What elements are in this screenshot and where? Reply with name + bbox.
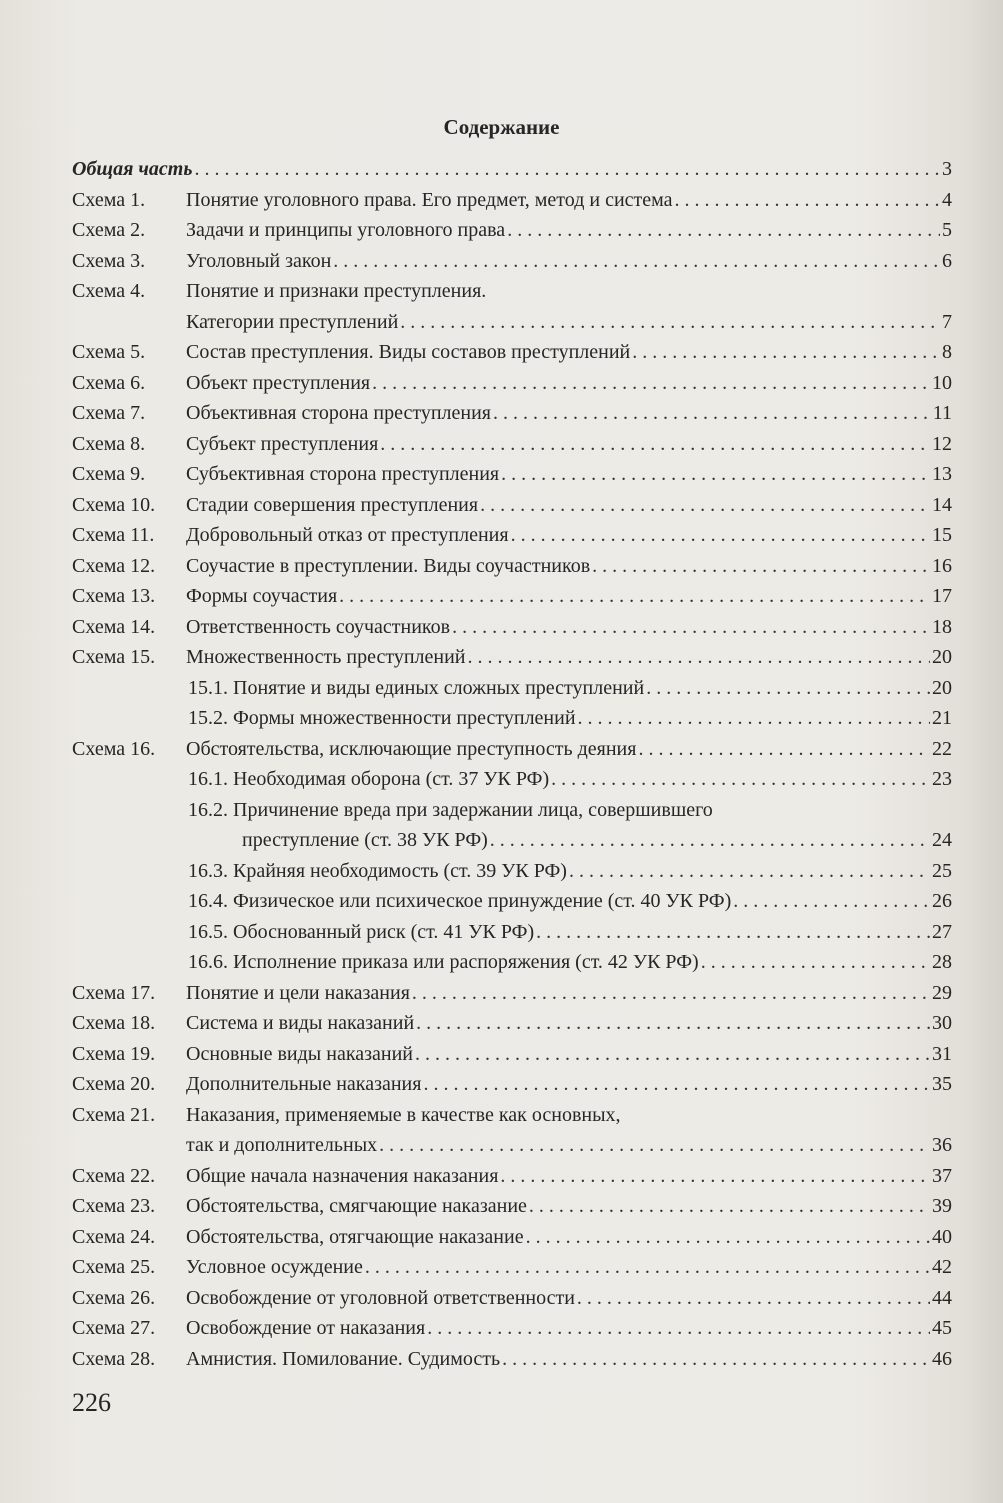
toc-scheme-label: Схема 10. [72,493,156,516]
toc-leader-dots [551,764,930,795]
toc-leader-dots [415,1039,930,1070]
toc-row [72,459,952,490]
toc-page-number: 3 [942,158,952,180]
toc-entry-title: Условное осуждение [186,1256,363,1278]
toc-row [72,1191,952,1222]
toc-leader-dots [194,154,940,185]
toc-leader-dots [578,703,930,734]
toc-scheme-label: Схема 26. [72,1286,156,1309]
toc-entry-title: Категории преступлений [186,310,399,333]
toc-page-number: 17 [932,585,952,607]
toc-page-number: 20 [932,676,952,699]
toc-scheme-label: Схема 27. [72,1317,156,1339]
toc-entry-title: 16.5. Обоснованный риск (ст. 41 УК РФ) [188,920,535,943]
toc-leader-dots [701,947,930,978]
toc-scheme-label: Схема 19. [72,1042,156,1065]
toc-row [72,1069,952,1100]
toc-page-number: 37 [932,1164,952,1187]
toc-entry-title: Добровольный отказ от преступления [186,524,509,546]
toc-page-number: 39 [932,1195,952,1217]
toc-page-number: 44 [932,1286,952,1309]
toc-scheme-label: Схема 17. [72,981,156,1004]
toc-entry-title: Обстоятельства, исключающие преступность деяния [186,737,637,760]
toc-entry-title: Понятие и цели наказания [186,981,410,1004]
toc-entry-title: Обстоятельства, смягчающие наказание [186,1195,527,1217]
toc-row [72,215,952,246]
toc-entry-title: 16.3. Крайняя необходимость (ст. 39 УК РФ) [188,859,567,882]
toc-scheme-label: Схема 1. [72,188,146,211]
toc-page-number: 27 [932,920,952,943]
toc-row [72,917,952,948]
toc-entry-title: Уголовный закон [186,249,332,272]
toc-page-number: 7 [942,310,952,333]
toc-entry-title: Дополнительные наказания [186,1073,422,1095]
toc-entry-title: Объективная сторона преступления [186,402,491,424]
toc-row [72,276,952,307]
toc-row [72,520,952,551]
toc-leader-dots [379,1130,930,1161]
toc-leader-dots [507,215,940,246]
toc-scheme-label: Схема 4. [72,280,146,302]
toc-row [72,673,952,704]
toc-page-number: 12 [932,432,952,455]
toc-row [72,429,952,460]
toc-row [72,337,952,368]
toc-entry-title: Множественность преступлений [186,646,466,668]
toc-scheme-label: Схема 6. [72,371,146,394]
toc-leader-dots [632,337,940,368]
toc-page-number: 42 [932,1256,952,1278]
toc-entry-title: Освобождение от уголовной ответственности [186,1286,575,1309]
toc-leader-dots [592,551,930,582]
toc-leader-dots [511,520,930,551]
toc-page-number: 22 [932,737,952,760]
toc-leader-dots [372,368,930,399]
toc-entry-title: так и дополнительных [186,1134,378,1156]
toc-scheme-label: Схема 5. [72,341,146,363]
toc-page-number: 45 [932,1317,952,1339]
toc-leader-dots [501,459,930,490]
toc-row [72,551,952,582]
toc-row [72,368,952,399]
toc-entry-title: Стадии совершения преступления [186,493,479,516]
toc-scheme-label: Схема 15. [72,646,156,668]
toc-entry-title: Субъект преступления [186,432,379,455]
toc-row [72,154,952,185]
toc-row [72,1039,952,1070]
toc-leader-dots [529,1191,930,1222]
toc-scheme-label: Схема 23. [72,1195,156,1217]
toc-row [72,947,952,978]
toc-scheme-label: Схема 8. [72,432,146,455]
toc-row [72,1100,952,1131]
toc-entry-title: Формы соучастия [186,585,338,607]
toc-entry-title: Понятие уголовного права. Его предмет, метод и система [186,188,673,211]
toc-entry-title: 16.6. Исполнение приказа или распоряжения (ст. 42 УК РФ) [188,951,699,973]
toc-leader-dots [536,917,930,948]
toc-scheme-label: Схема 12. [72,554,156,577]
toc-page-number: 11 [932,402,952,424]
toc-leader-dots [452,612,930,643]
toc-page-number: 5 [942,219,952,241]
toc-leader-dots [500,1161,930,1192]
toc-entry-title: Ответственность соучастников [186,615,451,638]
toc-page-number: 46 [932,1347,952,1370]
toc-page-number: 30 [932,1012,952,1034]
toc-entry-title: 15.1. Понятие и виды единых сложных преступлений [188,676,645,699]
toc-page-number: 24 [932,829,952,851]
toc-entry-title: Объект преступления [186,371,371,394]
toc-leader-dots [380,429,930,460]
toc-row [72,1008,952,1039]
toc-row [72,1222,952,1253]
toc-row [72,642,952,673]
toc-leader-dots [400,307,940,338]
toc-scheme-label: Схема 16. [72,737,156,760]
toc-entry-title: 15.2. Формы множественности преступлений [188,707,576,729]
toc-page-number: 18 [932,615,952,638]
toc-entry-title: 16.2. Причинение вреда при задержании лица, совершившего [188,798,713,821]
page-title: Содержание [443,115,560,139]
toc-page-number: 35 [932,1073,952,1095]
toc-leader-dots [333,246,940,277]
toc-row [72,703,952,734]
toc-leader-dots [339,581,930,612]
toc-page-number: 6 [942,249,952,272]
toc-leader-dots [502,1344,930,1375]
toc-entry-title: Понятие и признаки преступления. [186,280,487,302]
toc-leader-dots [577,1283,930,1314]
toc-entry-title: Амнистия. Помилование. Судимость [186,1347,501,1370]
toc-page-number: 14 [932,493,952,516]
toc-leader-dots [638,734,930,765]
toc-row [72,1313,952,1344]
toc-leader-dots [646,673,930,704]
toc-page-number: 8 [942,341,952,363]
toc-row [72,886,952,917]
toc-scheme-label: Схема 2. [72,219,146,241]
toc-row [72,1344,952,1375]
toc-scheme-label: Схема 3. [72,249,146,272]
toc-scheme-label: Схема 7. [72,402,146,424]
toc-scheme-label: Схема 11. [72,524,155,546]
toc-entry-title: Соучастие в преступлении. Виды соучастников [186,554,591,577]
toc-row [72,1161,952,1192]
toc-scheme-label: Схема 24. [72,1225,156,1248]
toc-page-number: 29 [932,981,952,1004]
toc-scheme-label: Схема 14. [72,615,156,638]
toc-page-number: 20 [932,646,952,668]
toc-leader-dots [365,1252,930,1283]
toc-scheme-label: Схема 25. [72,1256,156,1278]
toc-leader-dots [490,825,930,856]
table-of-contents [72,154,952,1374]
toc-row [72,185,952,216]
toc-page-number: 10 [932,371,952,394]
toc-leader-dots [412,978,930,1009]
toc-row [72,581,952,612]
toc-row [72,795,952,826]
toc-leader-dots [427,1313,930,1344]
toc-entry-title: Обстоятельства, отягчающие наказание [186,1225,524,1248]
toc-entry-title: 16.1. Необходимая оборона (ст. 37 УК РФ) [188,768,550,790]
toc-entry-title: Наказания, применяемые в качестве как основных, [186,1103,621,1126]
toc-scheme-label: Схема 21. [72,1103,156,1126]
toc-page-number: 28 [932,951,952,973]
toc-row [72,825,952,856]
toc-row [72,246,952,277]
toc-leader-dots [675,185,940,216]
toc-scheme-label: Схема 20. [72,1073,156,1095]
toc-row [72,1252,952,1283]
toc-scheme-label: Схема 18. [72,1012,156,1034]
toc-row [72,1130,952,1161]
toc-row [72,307,952,338]
toc-entry-title: преступление (ст. 38 УК РФ) [242,829,488,851]
toc-leader-dots [733,886,930,917]
toc-entry-title: Общие начала назначения наказания [186,1164,499,1187]
toc-leader-dots [480,490,930,521]
toc-scheme-label: Схема 22. [72,1164,156,1187]
toc-leader-dots [467,642,930,673]
toc-page-number: 4 [942,188,952,211]
toc-row [72,764,952,795]
toc-leader-dots [423,1069,930,1100]
page-number: 226 [72,1388,111,1417]
toc-entry-title: 16.4. Физическое или психическое принуждение (ст. 40 УК РФ) [188,890,732,912]
toc-row [72,1283,952,1314]
toc-scheme-label: Схема 28. [72,1347,156,1370]
toc-page-number: 16 [932,554,952,577]
toc-entry-title: Система и виды наказаний [186,1012,415,1034]
toc-entry-title: Общая часть [72,158,193,180]
toc-page-number: 40 [932,1225,952,1248]
toc-row [72,734,952,765]
toc-row [72,490,952,521]
toc-page-number: 31 [932,1042,952,1065]
toc-leader-dots [526,1222,930,1253]
toc-row [72,398,952,429]
toc-page-number: 13 [932,463,952,485]
toc-page-number: 21 [932,707,952,729]
toc-entry-title: Задачи и принципы уголовного права [186,219,506,241]
toc-page-number: 15 [932,524,952,546]
toc-page-number: 23 [932,768,952,790]
toc-entry-title: Основные виды наказаний [186,1042,414,1065]
toc-entry-title: Состав преступления. Виды составов преступлений [186,341,631,363]
toc-page-number: 36 [932,1134,952,1156]
toc-page-number: 25 [932,859,952,882]
toc-leader-dots [493,398,931,429]
toc-row [72,612,952,643]
toc-scheme-label: Схема 9. [72,463,146,485]
toc-entry-title: Субъективная сторона преступления [186,463,500,485]
toc-scheme-label: Схема 13. [72,585,156,607]
toc-row [72,856,952,887]
toc-leader-dots [416,1008,930,1039]
toc-entry-title: Освобождение от наказания [186,1317,426,1339]
toc-row [72,978,952,1009]
toc-page-number: 26 [932,890,952,912]
toc-leader-dots [569,856,930,887]
